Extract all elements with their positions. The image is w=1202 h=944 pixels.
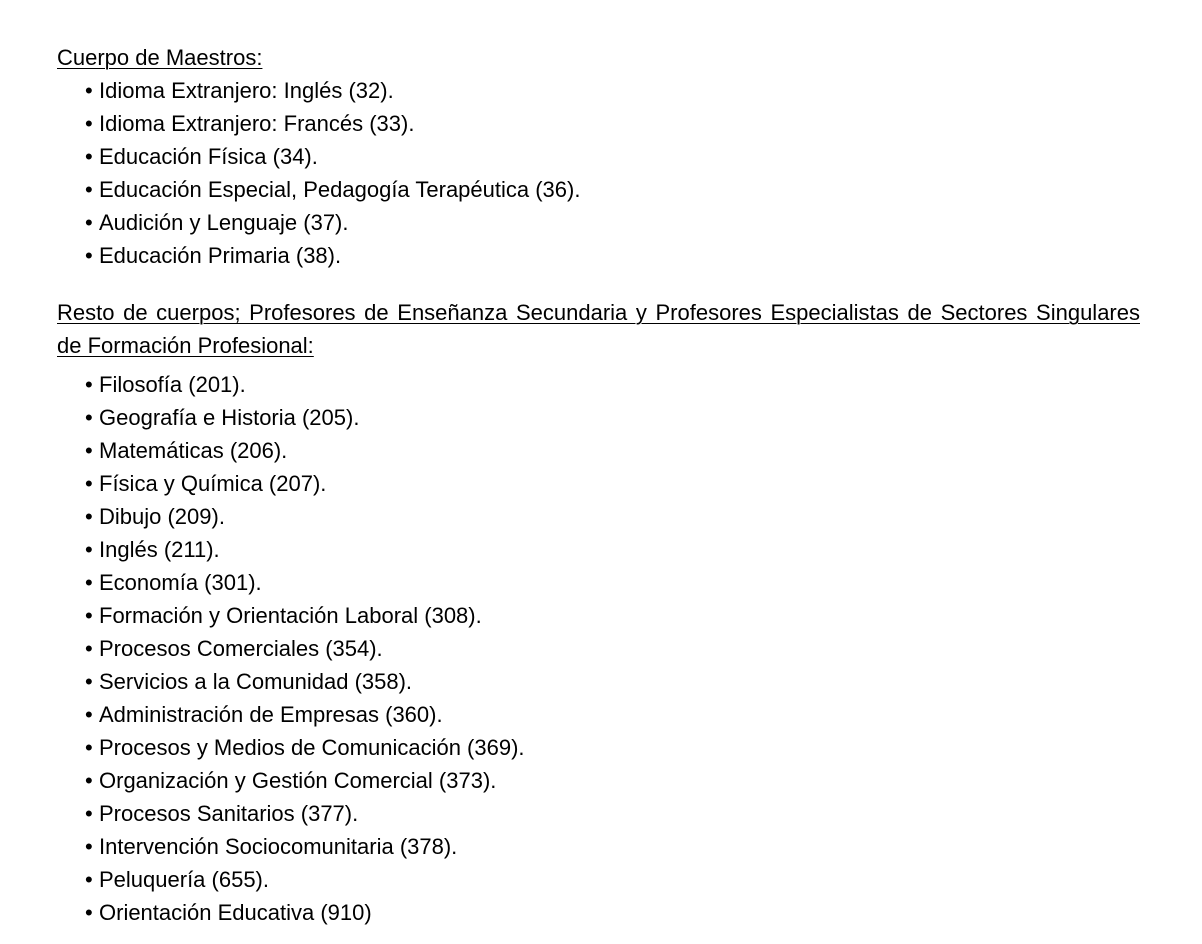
list-item-text: Dibujo (209). xyxy=(99,504,225,529)
list-item xyxy=(85,731,525,764)
list-item-text: Inglés (211). xyxy=(99,537,220,562)
list-item-text: Educación Primaria (38). xyxy=(99,243,342,268)
bullet-icon: • xyxy=(85,504,93,529)
list-item-text: Orientación Educativa (910) xyxy=(99,900,372,925)
list-item-text: Formación y Orientación Laboral (308). xyxy=(99,603,482,628)
list-item xyxy=(85,206,580,239)
list-item xyxy=(85,467,525,500)
bullet-icon: • xyxy=(85,243,93,268)
section-heading-resto-de-cuerpos: Resto de cuerpos; Profesores de Enseñanza Secundaria y Profesores Especialistas de Sectores Singulares de Formación Profesional: xyxy=(57,300,1140,358)
list-item xyxy=(85,239,580,272)
list-item-text: Organización y Gestión Comercial (373). xyxy=(99,768,497,793)
list-item xyxy=(85,533,525,566)
maestros-specialty-list xyxy=(85,74,580,272)
bullet-icon: • xyxy=(85,111,93,136)
bullet-icon: • xyxy=(85,768,93,793)
list-item-text: Educación Física (34). xyxy=(99,144,318,169)
bullet-icon: • xyxy=(85,603,93,628)
bullet-icon: • xyxy=(85,471,93,496)
list-item xyxy=(85,173,580,206)
secundaria-specialty-list xyxy=(85,368,525,929)
bullet-icon: • xyxy=(85,372,93,397)
list-item xyxy=(85,500,525,533)
list-item xyxy=(85,401,525,434)
bullet-icon: • xyxy=(85,834,93,859)
bullet-icon: • xyxy=(85,177,93,202)
list-item xyxy=(85,665,525,698)
list-item-text: Administración de Empresas (360). xyxy=(99,702,443,727)
bullet-icon: • xyxy=(85,405,93,430)
list-item xyxy=(85,797,525,830)
section-heading-cuerpo-de-maestros: Cuerpo de Maestros: xyxy=(57,45,263,70)
list-item xyxy=(85,599,525,632)
list-item-text: Intervención Sociocomunitaria (378). xyxy=(99,834,458,859)
list-item xyxy=(85,698,525,731)
bullet-icon: • xyxy=(85,570,93,595)
list-item-text: Procesos y Medios de Comunicación (369). xyxy=(99,735,525,760)
list-item-text: Geografía e Historia (205). xyxy=(99,405,360,430)
bullet-icon: • xyxy=(85,438,93,463)
list-item-text: Peluquería (655). xyxy=(99,867,269,892)
list-item xyxy=(85,863,525,896)
bullet-icon: • xyxy=(85,144,93,169)
bullet-icon: • xyxy=(85,210,93,235)
list-item xyxy=(85,830,525,863)
list-item-text: Economía (301). xyxy=(99,570,262,595)
bullet-icon: • xyxy=(85,801,93,826)
list-item xyxy=(85,896,525,929)
list-item xyxy=(85,434,525,467)
list-item xyxy=(85,368,525,401)
list-item xyxy=(85,764,525,797)
list-item-text: Procesos Sanitarios (377). xyxy=(99,801,359,826)
bullet-icon: • xyxy=(85,735,93,760)
list-item-text: Servicios a la Comunidad (358). xyxy=(99,669,413,694)
list-item-text: Idioma Extranjero: Inglés (32). xyxy=(99,78,394,103)
list-item xyxy=(85,566,525,599)
list-item-text: Educación Especial, Pedagogía Terapéutica (36). xyxy=(99,177,581,202)
list-item xyxy=(85,74,580,107)
bullet-icon: • xyxy=(85,900,93,925)
bullet-icon: • xyxy=(85,669,93,694)
list-item-text: Física y Química (207). xyxy=(99,471,327,496)
bullet-icon: • xyxy=(85,78,93,103)
list-item-text: Filosofía (201). xyxy=(99,372,246,397)
list-item xyxy=(85,140,580,173)
bullet-icon: • xyxy=(85,867,93,892)
bullet-icon: • xyxy=(85,636,93,661)
list-item-text: Matemáticas (206). xyxy=(99,438,288,463)
list-item-text: Procesos Comerciales (354). xyxy=(99,636,383,661)
list-item-text: Audición y Lenguaje (37). xyxy=(99,210,349,235)
bullet-icon: • xyxy=(85,537,93,562)
list-item xyxy=(85,632,525,665)
list-item xyxy=(85,107,580,140)
list-item-text: Idioma Extranjero: Francés (33). xyxy=(99,111,415,136)
bullet-icon: • xyxy=(85,702,93,727)
